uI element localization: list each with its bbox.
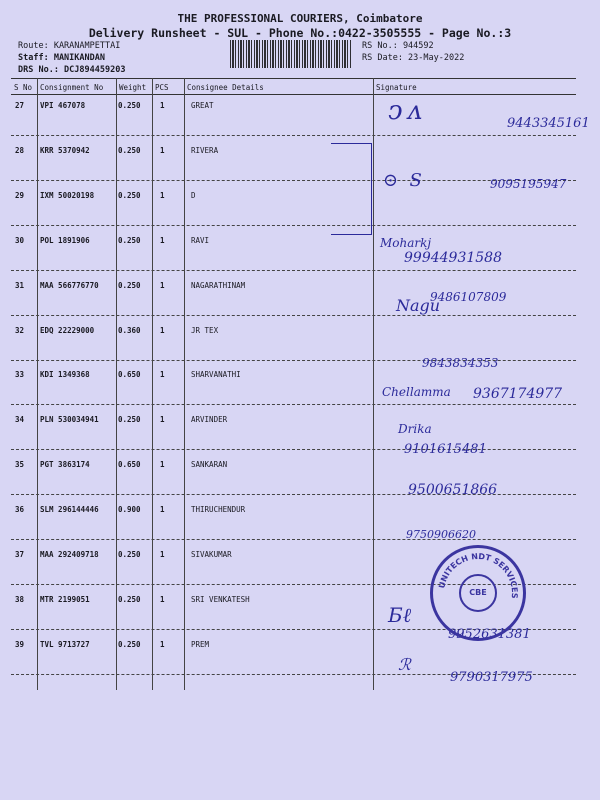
row-consignee: SRI VENKATESH: [191, 594, 250, 604]
signature-name: Moharkj: [380, 236, 432, 250]
table-row: [0, 281, 600, 326]
signature-phone: 9500651866: [408, 482, 498, 498]
row-divider: [11, 404, 576, 405]
row-sno: 39: [15, 639, 25, 649]
row-consignee: THIRUCHENDUR: [191, 505, 246, 515]
signature-scrawl: ↄ ᴧ: [388, 96, 423, 126]
row-weight: 0.250: [118, 101, 141, 110]
row-divider: [11, 135, 576, 136]
table-row: [0, 191, 600, 236]
signature-name: Chellamma: [382, 385, 451, 399]
signature-name: Nagu: [396, 296, 441, 315]
signature-name: Drika: [398, 422, 432, 436]
row-consignment-no: KDI 1349368: [40, 370, 90, 380]
row-sno: 36: [15, 505, 25, 515]
header-rule: [11, 94, 576, 95]
table-row: [0, 460, 600, 505]
row-consignment-no: MAA 292409718: [40, 550, 99, 559]
table-row: [0, 236, 600, 281]
row-sno: 35: [15, 460, 25, 470]
company-title: THE PROFESSIONAL COURIERS, Coimbatore: [177, 12, 423, 25]
col-consignee: Consignee Details: [187, 83, 264, 92]
row-pcs: 1: [160, 594, 165, 604]
row-weight: 0.250: [118, 550, 141, 559]
col-weight: Weight: [119, 83, 147, 92]
col-signature: Signature: [376, 83, 417, 92]
table-top-rule: [11, 78, 576, 79]
row-consignment-no: TVL 9713727: [40, 639, 90, 649]
row-pcs: 1: [160, 235, 165, 245]
row-consignee: NAGARATHINAM: [191, 280, 246, 290]
row-pcs: 1: [160, 145, 165, 155]
row-consignee: D: [191, 190, 196, 200]
row-sno: 34: [15, 415, 25, 425]
row-pcs: 1: [160, 370, 165, 380]
company-stamp: [430, 545, 526, 641]
row-consignee: SIVAKUMAR: [191, 550, 232, 559]
row-sno: 31: [15, 280, 25, 290]
row-sno: 29: [15, 190, 25, 200]
signature-scrawl: Ƃℓ: [388, 603, 412, 627]
row-consignee: SANKARAN: [191, 460, 228, 470]
row-weight: 0.360: [118, 325, 141, 335]
row-consignment-no: POL 1891906: [40, 235, 90, 245]
table-row: [0, 326, 600, 371]
stamp-center: CBE: [459, 574, 497, 612]
row-pcs: 1: [160, 325, 165, 335]
table-row: [0, 415, 600, 460]
row-weight: 0.250: [118, 415, 141, 425]
row-consignee: GREAT: [191, 101, 214, 110]
signature-phone: 9790317975: [450, 670, 533, 685]
row-weight: 0.250: [118, 594, 141, 604]
signature-phone: 9101615481: [404, 442, 487, 457]
row-consignment-no: KRR 5370942: [40, 145, 90, 155]
rs-date: RS Date: 23-May-2022: [362, 53, 465, 63]
row-weight: 0.250: [118, 235, 141, 245]
row-consignment-no: SLM 296144446: [40, 505, 99, 515]
row-pcs: 1: [160, 505, 165, 515]
signature-scrawl: ⊙ S: [383, 170, 422, 191]
row-consignee: ARVINDER: [191, 415, 228, 425]
signature-phone: 9952631381: [448, 627, 531, 642]
row-weight: 0.250: [118, 280, 141, 290]
signature-phone: 9443345161: [507, 116, 590, 131]
row-consignment-no: PGT 3863174: [40, 460, 90, 470]
signature-phone: 9750906620: [406, 528, 476, 541]
drs-number: DRS No.: DCJ894459203: [18, 65, 126, 75]
signature-phone: 9095195947: [490, 177, 567, 191]
row-sno: 32: [15, 325, 25, 335]
row-consignment-no: VPI 467078: [40, 101, 86, 110]
row-sno: 28: [15, 145, 25, 155]
col-sno: S No: [14, 83, 33, 92]
row-divider: [11, 539, 576, 540]
row-pcs: 1: [160, 550, 165, 559]
barcode: [230, 40, 352, 68]
row-pcs: 1: [160, 415, 165, 425]
row-weight: 0.250: [118, 190, 141, 200]
row-consignee: SHARVANATHI: [191, 370, 241, 380]
row-consignment-no: MTR 2199051: [40, 594, 90, 604]
row-weight: 0.250: [118, 145, 141, 155]
row-divider: [11, 449, 576, 450]
row-consignee: RIVERA: [191, 145, 219, 155]
row-consignment-no: MAA 566776770: [40, 280, 99, 290]
row-sno: 30: [15, 235, 25, 245]
row-pcs: 1: [160, 280, 165, 290]
row-consignment-no: EDQ 22229000: [40, 325, 95, 335]
bracket-mark: [331, 143, 372, 235]
row-consignee: PREM: [191, 639, 210, 649]
table-row: [0, 505, 600, 550]
row-weight: 0.900: [118, 505, 141, 515]
col-consignment: Consignment No: [40, 83, 104, 92]
row-consignee: RAVI: [191, 235, 210, 245]
row-weight: 0.650: [118, 370, 141, 380]
row-sno: 38: [15, 594, 25, 604]
rs-number: RS No.: 944592: [362, 41, 434, 51]
col-pcs: PCS: [155, 83, 169, 92]
row-sno: 33: [15, 370, 25, 380]
row-consignment-no: PLN 530034941: [40, 415, 99, 425]
signature-phone: 9367174977: [473, 386, 563, 402]
row-pcs: 1: [160, 190, 165, 200]
row-sno: 37: [15, 550, 25, 559]
staff-label: Staff: MANIKANDAN: [18, 53, 105, 63]
svg-text:UNITECH NDT SERVICES: UNITECH NDT SERVICES: [437, 551, 520, 599]
signature-phone: 99944931588: [404, 250, 502, 266]
row-sno: 27: [15, 101, 25, 110]
runsheet-title: Delivery Runsheet - SUL - Phone No.:0422-3505555 - Page No.:3: [88, 26, 512, 40]
row-pcs: 1: [160, 101, 165, 110]
row-weight: 0.250: [118, 639, 141, 649]
signature-phone: 9486107809: [430, 290, 507, 304]
row-weight: 0.650: [118, 460, 141, 470]
route-label: Route: KARANAMPETTAI: [18, 41, 121, 51]
row-pcs: 1: [160, 639, 165, 649]
signature-scrawl: ℛ: [398, 655, 411, 674]
row-consignee: JR TEX: [191, 325, 219, 335]
row-divider: [11, 225, 576, 226]
signature-phone: 9843834353: [422, 356, 499, 370]
row-divider: [11, 270, 576, 271]
row-consignment-no: IXM 50020198: [40, 190, 95, 200]
row-pcs: 1: [160, 460, 165, 470]
row-divider: [11, 315, 576, 316]
